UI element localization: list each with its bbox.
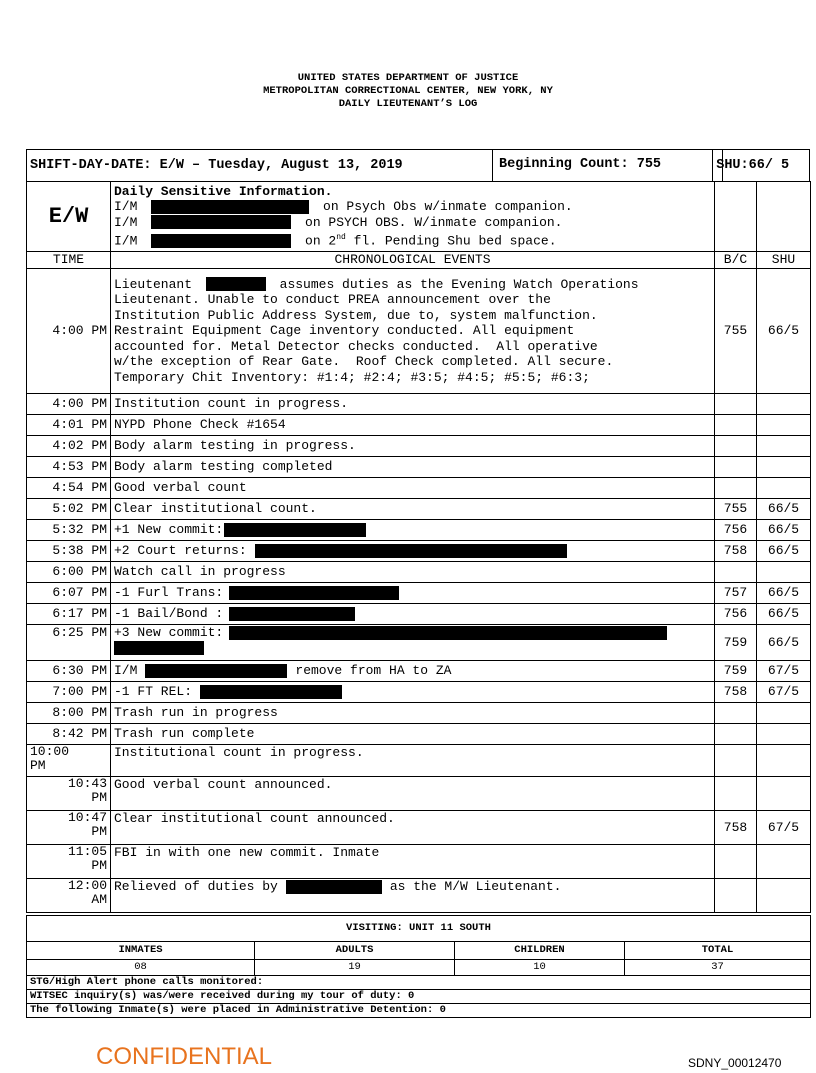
entry-time [27, 777, 111, 811]
entry-bc [715, 845, 757, 879]
sensitive-row [27, 182, 811, 252]
entry-text [111, 604, 715, 625]
sensitive-line-2 [114, 215, 711, 231]
column-header-row [27, 252, 811, 269]
entry-text: Good verbal count [111, 478, 715, 499]
im-prefix: I/M [114, 199, 138, 215]
entry-time: 4:53 PM [27, 457, 111, 478]
entry-line-text: -1 FT REL: [114, 684, 193, 700]
redaction [151, 200, 309, 214]
entry-text: FBI in with one new commit. Inmate [111, 845, 715, 879]
entry-shu: 66/5 [757, 499, 811, 520]
entry-time: 6:00 PM [27, 562, 111, 583]
entry-line-text: as the M/W Lieutenant. [389, 879, 562, 894]
col-bc: B/C [715, 252, 757, 269]
visiting-header-adults: ADULTS [255, 942, 455, 960]
empty-cell [757, 182, 811, 252]
sensitive-line-2-text: on PSYCH OBS. W/inmate companion. [305, 214, 563, 230]
log-row [27, 541, 811, 562]
visiting-header-total: TOTAL [625, 942, 811, 960]
entry-bc [715, 478, 757, 499]
redaction [151, 234, 291, 248]
redaction [145, 664, 287, 678]
entry-bc [715, 562, 757, 583]
entry-line [114, 641, 711, 657]
entry-bc [715, 436, 757, 457]
visiting-header-inmates: INMATES [27, 942, 255, 960]
entry-time: 8:00 PM [27, 703, 111, 724]
entry-line-text: -1 Bail/Bond : [114, 606, 224, 622]
entry-shu: 67/5 [757, 682, 811, 703]
time-part: AM [91, 892, 107, 907]
col-events: CHRONOLOGICAL EVENTS [111, 252, 715, 269]
entry-shu [757, 703, 811, 724]
shift-code-text: E/W [48, 203, 89, 229]
entry-line-text: Lieutenant [114, 276, 193, 292]
log-row [27, 604, 811, 625]
entry-shu [757, 777, 811, 811]
log-row [27, 661, 811, 682]
time-part: 10:47 [67, 810, 107, 825]
entry-shu: 66/5 [757, 583, 811, 604]
sensitive-line-1 [114, 199, 711, 215]
entry-line [114, 277, 711, 293]
entry-line: Institution Public Address System, due to, system malfunction. [114, 307, 598, 323]
log-row-late [27, 811, 811, 845]
visiting-children: 10 [455, 960, 625, 976]
entry-bc [715, 879, 757, 913]
entry-bc [715, 415, 757, 436]
entry-bc [715, 777, 757, 811]
log-row-late [27, 845, 811, 879]
entry-text: Clear institutional count. [111, 499, 715, 520]
log-row [27, 562, 811, 583]
sensitive-info [111, 182, 715, 252]
entry-text: NYPD Phone Check #1654 [111, 415, 715, 436]
entry-text [111, 625, 715, 661]
entry-line-text: Relieved of duties by [114, 879, 278, 894]
entry-time: 7:00 PM [27, 682, 111, 703]
im-prefix: I/M [114, 214, 138, 230]
entry-line [114, 625, 711, 641]
time-part: PM [30, 758, 46, 773]
log-row [27, 703, 811, 724]
entry-time: 5:32 PM [27, 520, 111, 541]
entry-shu: 67/5 [757, 811, 811, 845]
confidential-stamp: CONFIDENTIAL [96, 1043, 273, 1070]
entry-time [27, 745, 111, 777]
entry-line: w/the exception of Rear Gate. Roof Check completed. All secure. [114, 354, 614, 370]
entry-text: Trash run in progress [111, 703, 715, 724]
visiting-adults: 19 [255, 960, 455, 976]
entry-line: Restraint Equipment Cage inventory conducted. All equipment [114, 323, 575, 339]
col-shu: SHU [757, 252, 811, 269]
entry-time: 6:07 PM [27, 583, 111, 604]
sensitive-line-3-text-b: fl. Pending Shu bed space. [345, 233, 557, 249]
log-row [27, 415, 811, 436]
visiting-table [26, 915, 811, 1018]
redaction [255, 544, 567, 558]
entry-line: Temporary Chit Inventory: #1:4; #2:4; #3:5; #4:5; #5:5; #6:3; [114, 369, 590, 385]
note-witsec: WITSEC inquiry(s) was/were received during my tour of duty: 0 [27, 990, 811, 1004]
time-part: 11:05 [67, 844, 107, 859]
superscript: nd [336, 233, 346, 243]
time-part: PM [91, 824, 107, 839]
entry-line-text: remove from HA to ZA [295, 663, 452, 679]
entry-text [111, 661, 715, 682]
beginning-count-text: Beginning Count: 755 [499, 157, 662, 172]
visiting-inmates: 08 [27, 960, 255, 976]
im-prefix: I/M [114, 233, 138, 249]
entry-shu [757, 457, 811, 478]
note-admin-detention: The following Inmate(s) were placed in Administrative Detention: 0 [27, 1004, 811, 1018]
visiting-header-children: CHILDREN [455, 942, 625, 960]
entry-bc: 758 [715, 541, 757, 562]
entry-shu [757, 845, 811, 879]
entry-shu: 66/5 [757, 541, 811, 562]
log-row [27, 724, 811, 745]
entry-bc: 755 [715, 269, 757, 394]
entry-line-text: +2 Court returns: [114, 543, 247, 559]
redaction [229, 626, 667, 640]
log-row [27, 394, 811, 415]
redaction [200, 685, 342, 699]
entry-bc [715, 724, 757, 745]
entry-text [111, 541, 715, 562]
time-part: 10:00 [30, 744, 70, 759]
beginning-count [492, 149, 723, 181]
entry-time: 6:25 PM [27, 625, 111, 661]
log-row [27, 478, 811, 499]
entry-bc: 758 [715, 811, 757, 845]
time-part: PM [91, 790, 107, 805]
entry-shu [757, 415, 811, 436]
entry-shu [757, 879, 811, 913]
time-part: 12:00 [67, 878, 107, 893]
first-entry-row [27, 269, 811, 394]
entry-shu [757, 724, 811, 745]
log-row [27, 625, 811, 661]
entry-bc: 759 [715, 625, 757, 661]
time-part: PM [91, 858, 107, 873]
entry-time: 4:00 PM [27, 269, 111, 394]
shu-count-text: SHU:66/ 5 [716, 157, 790, 173]
entry-text: Clear institutional count announced. [111, 811, 715, 845]
shu-count [713, 150, 810, 182]
entry-text: Good verbal count announced. [111, 777, 715, 811]
entry-shu: 66/5 [757, 625, 811, 661]
entry-shu: 66/5 [757, 604, 811, 625]
document-header [0, 72, 816, 111]
entry-time [27, 879, 111, 913]
entry-time: 5:02 PM [27, 499, 111, 520]
col-time: TIME [27, 252, 111, 269]
entry-text: Trash run complete [111, 724, 715, 745]
entry-shu [757, 562, 811, 583]
entry-text: Body alarm testing completed [111, 457, 715, 478]
entry-time [27, 811, 111, 845]
header-line-3: DAILY LIEUTENANT’S LOG [338, 98, 478, 110]
entry-time: 6:30 PM [27, 661, 111, 682]
log-row [27, 457, 811, 478]
redaction [206, 277, 266, 291]
visiting-total: 37 [625, 960, 811, 976]
redaction [224, 523, 366, 537]
entry-time [27, 845, 111, 879]
shift-code [27, 182, 111, 252]
log-row-late [27, 879, 811, 913]
sensitive-line-3 [114, 230, 711, 249]
entry-bc: 758 [715, 682, 757, 703]
log-row [27, 499, 811, 520]
entry-text [111, 520, 715, 541]
entry-shu: 66/5 [757, 520, 811, 541]
log-row [27, 520, 811, 541]
log-row [27, 436, 811, 457]
note-stg: STG/High Alert phone calls monitored: [27, 976, 811, 990]
sensitive-title: Daily Sensitive Information. [114, 183, 333, 199]
entry-shu [757, 394, 811, 415]
entry-line-text: I/M [114, 663, 138, 679]
entry-bc: 759 [715, 661, 757, 682]
entry-text [111, 879, 715, 913]
entry-line-text: -1 Furl Trans: [114, 585, 224, 601]
entry-time: 4:02 PM [27, 436, 111, 457]
redaction [229, 607, 355, 621]
entry-time: 6:17 PM [27, 604, 111, 625]
entry-shu [757, 745, 811, 777]
entry-bc [715, 745, 757, 777]
entry-text [111, 269, 715, 394]
entry-bc [715, 457, 757, 478]
sensitive-line-1-text: on Psych Obs w/inmate companion. [323, 199, 573, 215]
entry-time: 4:00 PM [27, 394, 111, 415]
entry-text [111, 682, 715, 703]
events-table [26, 181, 811, 913]
header-line-2: METROPOLITAN CORRECTIONAL CENTER, NEW YORK, NY [263, 85, 553, 97]
entry-time: 8:42 PM [27, 724, 111, 745]
entry-text [111, 583, 715, 604]
empty-cell [715, 182, 757, 252]
entry-bc: 756 [715, 604, 757, 625]
entry-line: accounted for. Metal Detector checks conducted. All operative [114, 338, 598, 354]
sensitive-line-3-text: on 2 [305, 233, 337, 249]
redaction [151, 215, 291, 229]
entry-text: Institution count in progress. [111, 394, 715, 415]
log-row [27, 583, 811, 604]
redaction [229, 586, 399, 600]
entry-time: 4:01 PM [27, 415, 111, 436]
entry-shu [757, 436, 811, 457]
entry-bc: 757 [715, 583, 757, 604]
entry-time: 4:54 PM [27, 478, 111, 499]
redaction [286, 880, 382, 894]
entry-shu [757, 478, 811, 499]
header-line-1: UNITED STATES DEPARTMENT OF JUSTICE [297, 72, 519, 84]
entry-line-text: assumes duties as the Evening Watch Operations [279, 276, 639, 292]
time-part: 10:43 [67, 776, 107, 791]
log-row [27, 682, 811, 703]
entry-bc [715, 703, 757, 724]
entry-time: 5:38 PM [27, 541, 111, 562]
log-row-late [27, 745, 811, 777]
entry-line: Lieutenant. Unable to conduct PREA announcement over the [114, 292, 551, 308]
entry-bc: 756 [715, 520, 757, 541]
entry-bc: 755 [715, 499, 757, 520]
visiting-title: VISITING: UNIT 11 SOUTH [27, 916, 811, 942]
entry-text: Body alarm testing in progress. [111, 436, 715, 457]
entry-shu: 66/5 [757, 269, 811, 394]
redaction [114, 641, 204, 655]
entry-line-text: +3 New commit: [114, 625, 224, 640]
shift-day-date-text: SHIFT-DAY-DATE: E/W – Tuesday, August 13, 2019 [30, 157, 403, 173]
entry-text: Institutional count in progress. [111, 745, 715, 777]
entry-line-text: +1 New commit: [114, 522, 224, 538]
entry-bc [715, 394, 757, 415]
entry-shu: 67/5 [757, 661, 811, 682]
log-row-late [27, 777, 811, 811]
bates-number: SDNY_00012470 [688, 1056, 782, 1070]
entry-text: Watch call in progress [111, 562, 715, 583]
